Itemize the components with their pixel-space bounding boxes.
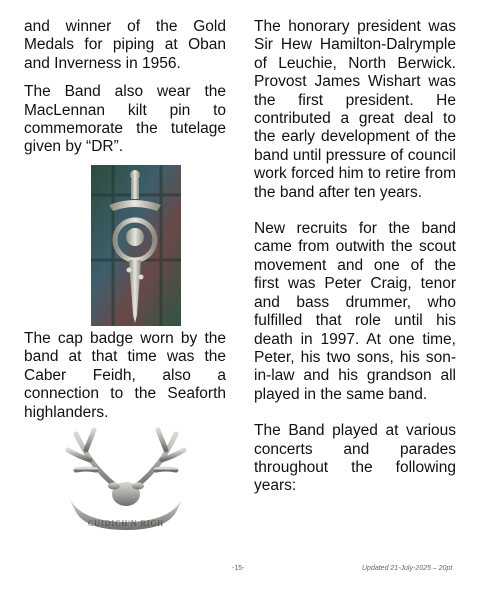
- badge-motto: CUIDICH'N RIGH: [87, 519, 165, 528]
- updated-date: Updated 21-July-2025 – 20pt: [362, 565, 453, 572]
- right-column: [254, 18, 456, 514]
- paragraph-honorary-president: The honorary president was Sir Hew Hamilton-Dalrymple of Leuchie, North Berwick. Provost James Wishart was the first president. He contributed a great deal to the early development of the band until pressure of council work forced him to retire from the band after ten years.: [254, 18, 456, 201]
- paragraph-cap-badge: The cap badge worn by the band at that time was the Caber Feidh, also a connection to the Seaforth highlanders.: [24, 330, 226, 421]
- kilt-pin-photo: [91, 165, 181, 326]
- left-column: [24, 18, 226, 157]
- paragraph-gold-medals: and winner of the Gold Medals for piping at Oban and Inverness in 1956.: [24, 18, 226, 72]
- paragraph-kilt-pin: The Band also wear the MacLennan kilt pin to commemorate the tutelage given by “DR”.: [24, 83, 226, 156]
- caber-feidh-badge-photo: [60, 426, 192, 534]
- paragraph-concerts: The Band played at various concerts and parades throughout the following years:: [254, 422, 456, 495]
- page-number: -15-: [232, 565, 245, 572]
- paragraph-new-recruits: New recruits for the band came from outwith the scout movement and one of the first was Peter Craig, tenor and bass drummer, who fulfilled that role until his death in 1997. At one time, Peter, his two sons, his son-in-law and his grandson all played in the same band.: [254, 220, 456, 403]
